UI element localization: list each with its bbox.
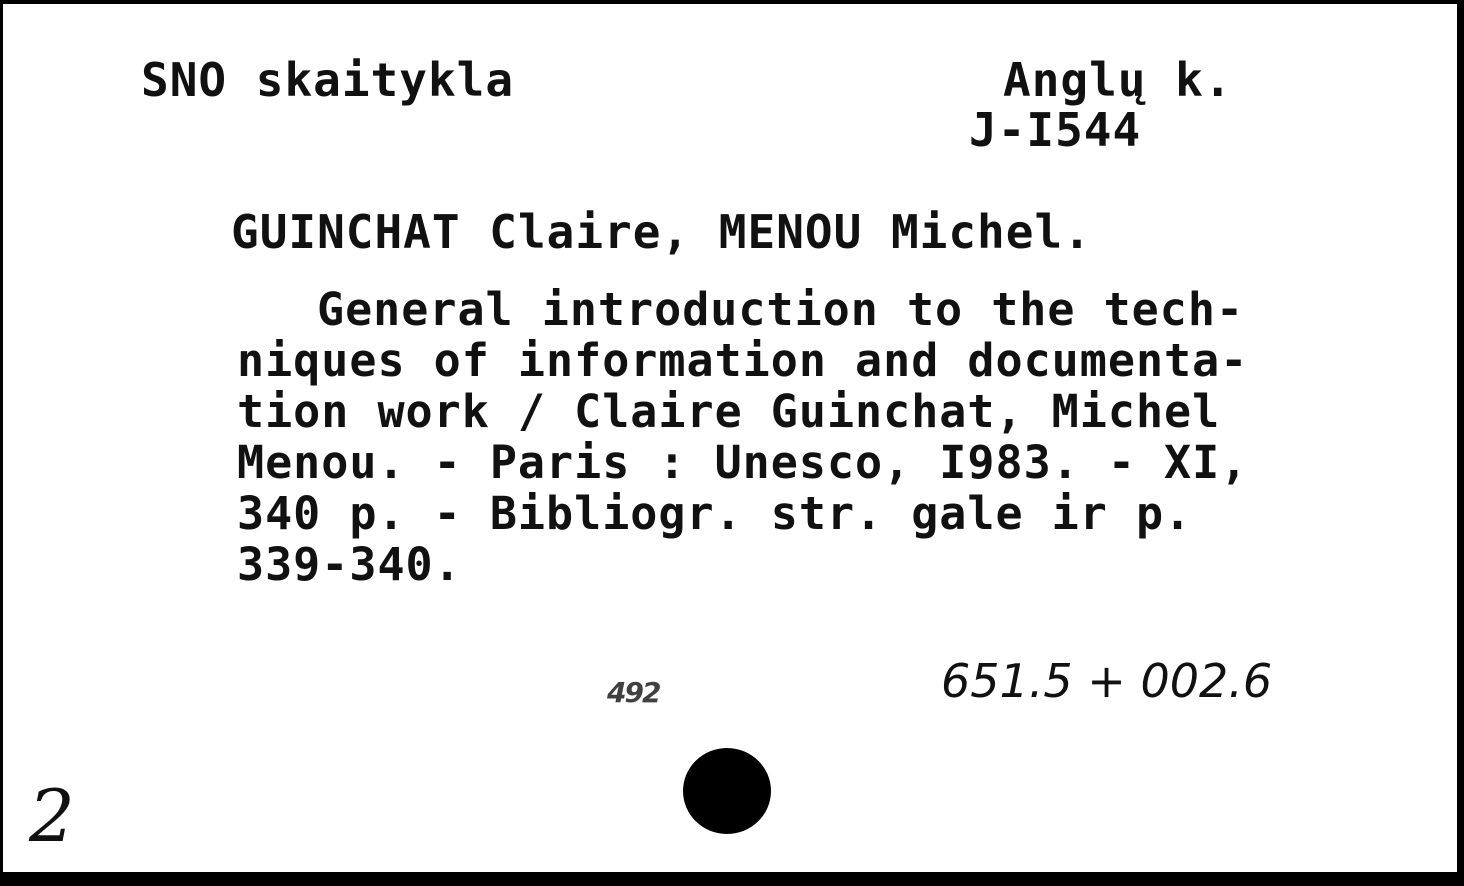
description-line-6: 339-340.: [237, 538, 462, 591]
description-line-4: Menou. - Paris : Unesco, I983. - XI,: [237, 436, 1249, 489]
stamp-mark: 492: [607, 676, 660, 709]
punch-hole: [683, 748, 771, 834]
description-line-5: 340 p. - Bibliogr. str. gale ir p.: [237, 487, 1193, 540]
library-name: SNO skaitykla: [141, 53, 515, 107]
authors-heading: GUINCHAT Claire, MENOU Michel.: [231, 205, 1092, 259]
catalog-card: [3, 4, 1457, 872]
description-line-2: niques of information and documenta-: [237, 334, 1249, 387]
description-line-1: General introduction to the tech-: [317, 283, 1245, 336]
description-block: [237, 284, 1357, 604]
description-line-3: tion work / Claire Guinchat, Michel: [237, 385, 1221, 438]
language-label: Anglų k.: [1003, 53, 1233, 107]
call-number: J-I544: [969, 103, 1142, 157]
classification-number: 651.5 + 002.6: [941, 654, 1273, 708]
copy-number: 2: [29, 774, 75, 858]
